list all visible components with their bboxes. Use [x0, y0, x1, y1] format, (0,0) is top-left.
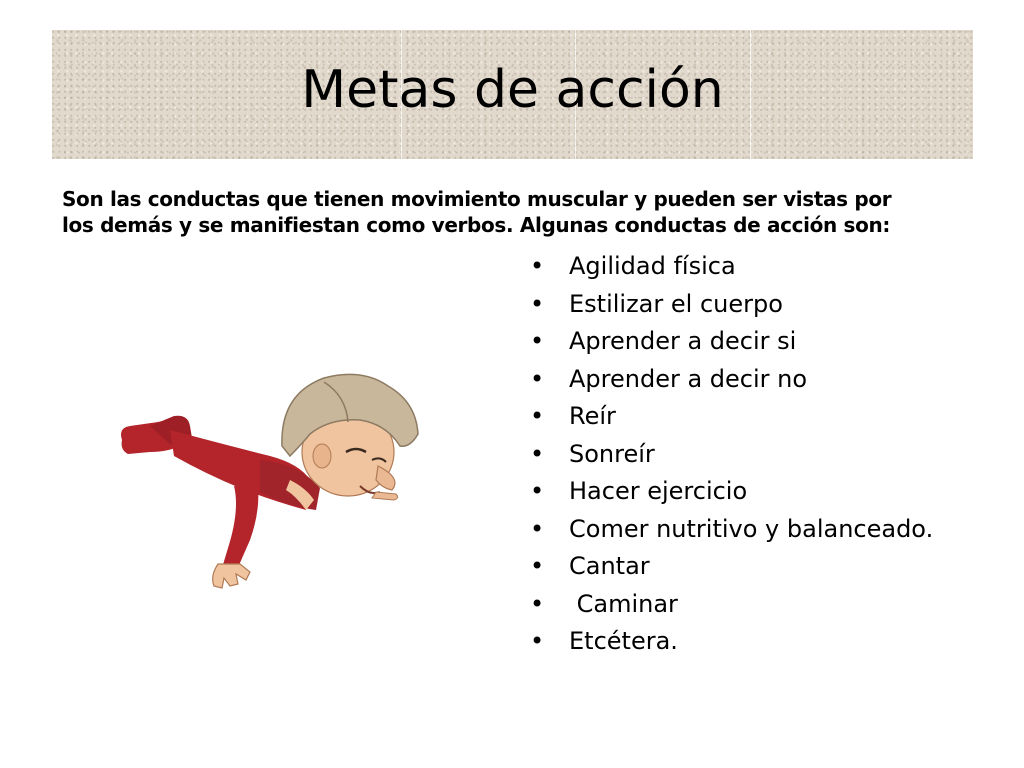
- list-item-text: Cantar: [569, 552, 650, 580]
- list-item: [530, 398, 933, 436]
- list-item: [530, 548, 933, 586]
- list-item-text: Hacer ejercicio: [569, 477, 748, 505]
- intro-line: Son las conductas que tienen movimiento muscular y pueden ser vistas por: [62, 187, 892, 211]
- bullet-icon: •: [530, 514, 545, 543]
- list-item: [530, 436, 933, 474]
- bullet-icon: •: [530, 552, 545, 580]
- list-item: [530, 361, 933, 399]
- list-item-text: Reír: [569, 402, 616, 430]
- list-item: [530, 511, 933, 549]
- bullet-icon: •: [530, 477, 545, 505]
- bullet-icon: •: [530, 589, 545, 618]
- bullet-icon: •: [530, 364, 545, 393]
- bullet-icon: •: [530, 439, 545, 468]
- list-item: [530, 623, 933, 661]
- list-item-text: Comer nutritivo y balanceado.: [569, 514, 934, 543]
- slide-title: Metas de acción: [301, 60, 724, 120]
- bullet-icon: •: [530, 627, 545, 655]
- bullet-icon: •: [530, 252, 545, 280]
- list-item-text: Aprender a decir si: [569, 327, 797, 355]
- bullet-icon: •: [530, 289, 545, 318]
- list-item-text: Aprender a decir no: [569, 364, 808, 393]
- bullet-icon: •: [530, 402, 545, 430]
- list-item-text: Caminar: [569, 589, 678, 618]
- action-goals-list: [530, 248, 933, 661]
- push-up-person-illustration: [110, 360, 430, 600]
- list-item-text: Sonreír: [569, 439, 655, 468]
- bullet-icon: •: [530, 327, 545, 355]
- list-item-text: Agilidad física: [569, 252, 736, 280]
- list-item-text: Estilizar el cuerpo: [569, 289, 783, 318]
- list-item-text: Etcétera.: [569, 627, 678, 655]
- list-item: [530, 586, 933, 624]
- list-item: [530, 248, 933, 286]
- list-item: [530, 286, 933, 324]
- intro-paragraph: [62, 186, 942, 238]
- list-item: [530, 473, 933, 511]
- intro-line: los demás y se manifiestan como verbos. Algunas conductas de acción son:: [62, 213, 891, 237]
- list-item: [530, 323, 933, 361]
- title-banner: [52, 30, 973, 159]
